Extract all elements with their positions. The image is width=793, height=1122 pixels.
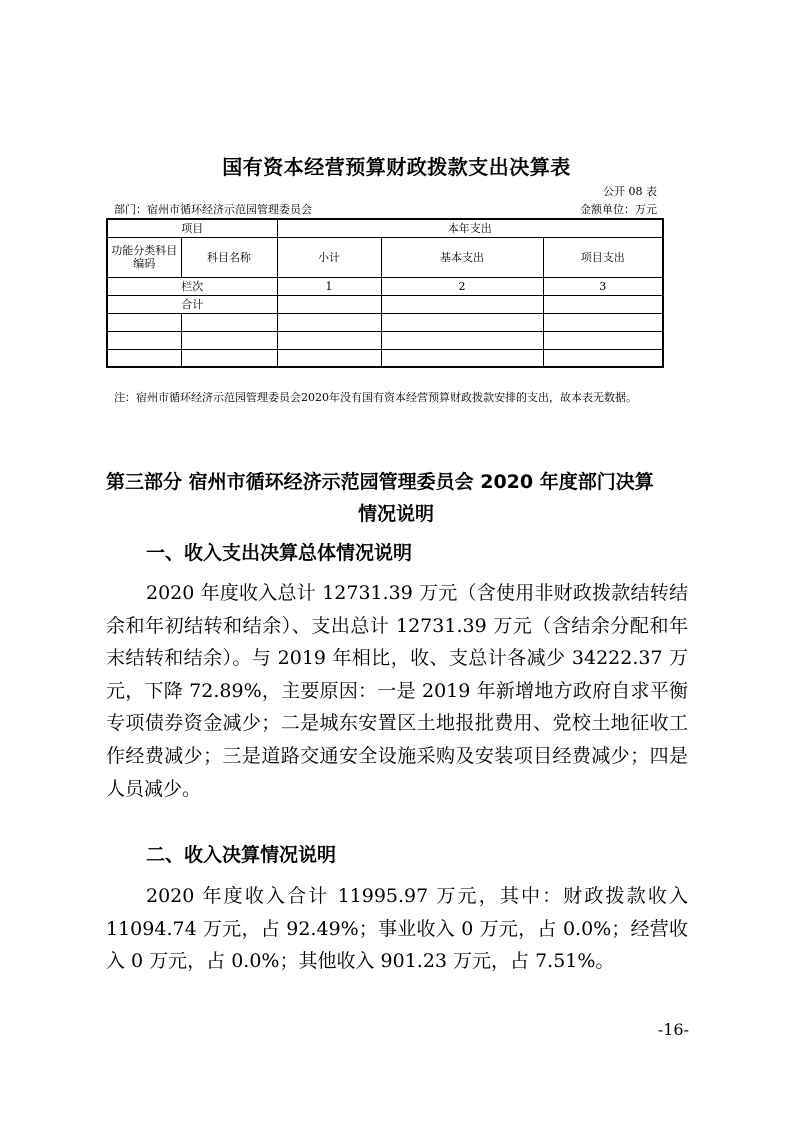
page-number: -16- (657, 1020, 689, 1039)
column-number-2: 2 (381, 277, 543, 295)
column-number-label: 栏次 (107, 277, 277, 295)
expenditure-table (106, 218, 664, 368)
total-basic-cell (381, 295, 543, 313)
unit-label: 金额单位：万元 (580, 203, 657, 216)
header-project-exp: 项目支出 (543, 237, 663, 277)
paragraph-income: 2020 年度收入合计 11995.97 万元，其中：财政拨款收入11094.74 万元，占 92.49%；事业收入 0 万元，占 0.0%；经营收入 0 万元，占 0.0%；其他收入 901.23 万元，占 7.51%。 (106, 885, 688, 973)
total-row (107, 295, 663, 313)
form-number: 公开 08 表 (603, 185, 657, 198)
header-project: 项目 (107, 219, 277, 237)
table-title: 国有资本经营预算财政拨款支出决算表 (222, 155, 571, 179)
table-subheader-row (107, 237, 663, 277)
total-subtotal-cell (277, 295, 381, 313)
header-basic: 基本支出 (381, 237, 543, 277)
total-label: 合计 (107, 295, 277, 313)
header-current-year: 本年支出 (277, 219, 663, 237)
table-row (107, 331, 663, 349)
column-number-1: 1 (277, 277, 381, 295)
header-subtotal: 小计 (277, 237, 381, 277)
section-title-line2: 情况说明 (357, 503, 434, 525)
section-title (106, 466, 686, 530)
paragraph-overview: 2020 年度收入总计 12731.39 万元（含使用非财政拨款结转结余和年初结转和结余）、支出总计 12731.39 万元（含结余分配和年末结转和结余）。与 2019 年相比，收、支总计各减少 34222.37 万元，下降 72.89%，主要原因：一是 2019 年新增地方政府自求平衡专项债券资金减少；二是城东安置区土地报批费用、党校土地征收工作经费减少；三是道路交通安全设施采购及安装项目经费减少；四是人员减少。 (106, 582, 688, 800)
table-row (107, 313, 663, 331)
header-func-code: 功能分类科目编码 (107, 237, 181, 277)
header-subject-name: 科目名称 (181, 237, 277, 277)
heading-income-details: 二、收入决算情况说明 (146, 844, 337, 866)
column-number-row (107, 277, 663, 295)
department-label: 部门：宿州市循环经济示范园管理委员会 (114, 203, 312, 216)
total-project-cell (543, 295, 663, 313)
section-title-line1: 第三部分 宿州市循环经济示范园管理委员会 2020 年度部门决算 (106, 471, 654, 493)
table-row (107, 349, 663, 367)
heading-income-expenditure-overview: 一、收入支出决算总体情况说明 (146, 542, 413, 564)
table-note: 注：宿州市循环经济示范园管理委员会2020年没有国有资本经营预算财政拨款安排的支出，故本表无数据。 (114, 391, 637, 404)
column-number-3: 3 (543, 277, 663, 295)
table-header-row (107, 219, 663, 237)
